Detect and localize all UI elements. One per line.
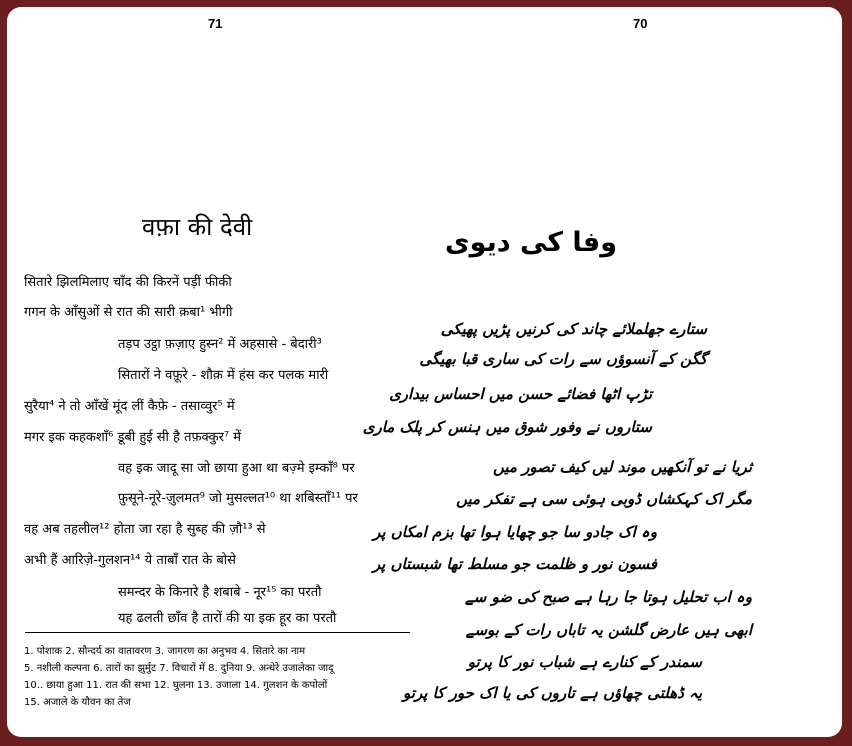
hindi-verse-line: मगर इक कहकशाँ⁶ डूबी हुई सी है तफ़क्कुर⁷ में	[24, 430, 242, 445]
urdu-verse-line: ثریا نے تو آنکھیں موند لیں کیف تصور میں	[492, 458, 752, 476]
hindi-verse-line: सितारों ने वफ़ूरे - शौक़ में हंस कर पलक मारी	[118, 368, 329, 383]
book-spread	[7, 7, 842, 737]
footnote-line: 10.. छाया हुआ 11. रात की सभा 12. घुलना 13. उजाला 14. गुलशन के कपोलों	[24, 680, 328, 691]
urdu-verse-line: وہ اک جادو سا جو چھایا ہوا تھا بزم امکاں پر	[373, 523, 657, 541]
hindi-verse-line: सितारे झिलमिलाए चाँद की किरनें पड़ीं फीकी	[24, 275, 232, 290]
urdu-verse-line: ستاروں نے وفور شوق میں ہنس کر پلک ماری	[362, 418, 652, 436]
page-number-right: 70	[633, 16, 648, 31]
hindi-verse-line: फ़ुसूने-नूरे-ज़ुलमत⁹ जो मुसल्लत¹⁰ था शबिस्ताँ¹¹ पर	[118, 491, 358, 506]
urdu-verse-line: ابھی ہیں عارض گلشن یہ تاباں رات کے بوسے	[465, 621, 752, 639]
footnote-line: 5. नशीली कल्पना 6. तारों का झुर्मुट 7. विचारों में 8. दुनिया 9. अन्धेरे उजालेका जादू	[24, 663, 334, 674]
hindi-page	[7, 7, 422, 737]
page-number-left: 71	[208, 16, 223, 31]
hindi-verse-line: सुरैया⁴ ने तो आँखें मूंद लीं कैफ़े - तसाव्वुर⁵ में	[24, 399, 235, 414]
urdu-verse-line: فسون نور و ظلمت جو مسلط تھا شبستاں پر	[372, 555, 657, 573]
urdu-poem-title: وفا کی دیوی	[444, 227, 617, 258]
urdu-verse-line: وہ اب تحلیل ہوتا جا رہا ہے صبح کی ضو سے	[465, 588, 752, 606]
hindi-poem-title: वफ़ा की देवी	[142, 213, 253, 241]
urdu-verse-line: سمندر کے کنارے ہے شباب نور کا پرتو	[467, 653, 702, 671]
hindi-verse-line: गगन के आँसुओं से रात की सारी क़बा¹ भीगी	[24, 305, 233, 320]
urdu-verse-line: گگن کے آنسوؤں سے رات کی ساری قبا بھیگی	[419, 350, 707, 368]
hindi-verse-line: अभी हैं आरिज़े-गुलशन¹⁴ ये ताबाँ रात के बोसे	[24, 553, 236, 568]
footnote-line: 15. अजाले के यौवन का तेज	[24, 697, 131, 708]
hindi-verse-line: तड़प उट्ठा फ़ज़ाए हुस्न² में अहसासे - बेदारी³	[118, 337, 322, 352]
urdu-verse-line: یہ ڈھلتی چھاؤں ہے تاروں کی یا اک حور کا پرتو	[403, 684, 702, 702]
hindi-verse-line: वह अब तहलील¹² होता जा रहा है सुब्ह की ज़ौ¹³ से	[24, 522, 266, 537]
urdu-verse-line: مگر اک کہکشاں ڈوبی ہوئی سی ہے تفکر میں	[456, 490, 752, 508]
hindi-verse-line: समन्दर के किनारे है शबाबे - नूर¹⁵ का परतौ	[118, 585, 322, 600]
urdu-page	[362, 7, 842, 737]
urdu-verse-line: ستارے جھلملائے چاند کی کرنیں پڑیں پھیکی	[440, 320, 707, 338]
hindi-verse-line: वह इक जादू सा जो छाया हुआ था बज़्मे इम्काँ⁸ पर	[118, 461, 355, 476]
footnote-divider	[25, 632, 410, 633]
footnote-line: 1. पोशाक 2. सौन्दर्य का वातावरण 3. जागरण का अनुभव 4. सितारे का नाम	[24, 646, 306, 657]
urdu-verse-line: تڑپ اٹھا فضائے حسن میں احساس بیداری	[389, 385, 652, 403]
hindi-verse-line: यह ढलती छाँव है तारों की या इक हूर का परतौ	[118, 611, 337, 626]
